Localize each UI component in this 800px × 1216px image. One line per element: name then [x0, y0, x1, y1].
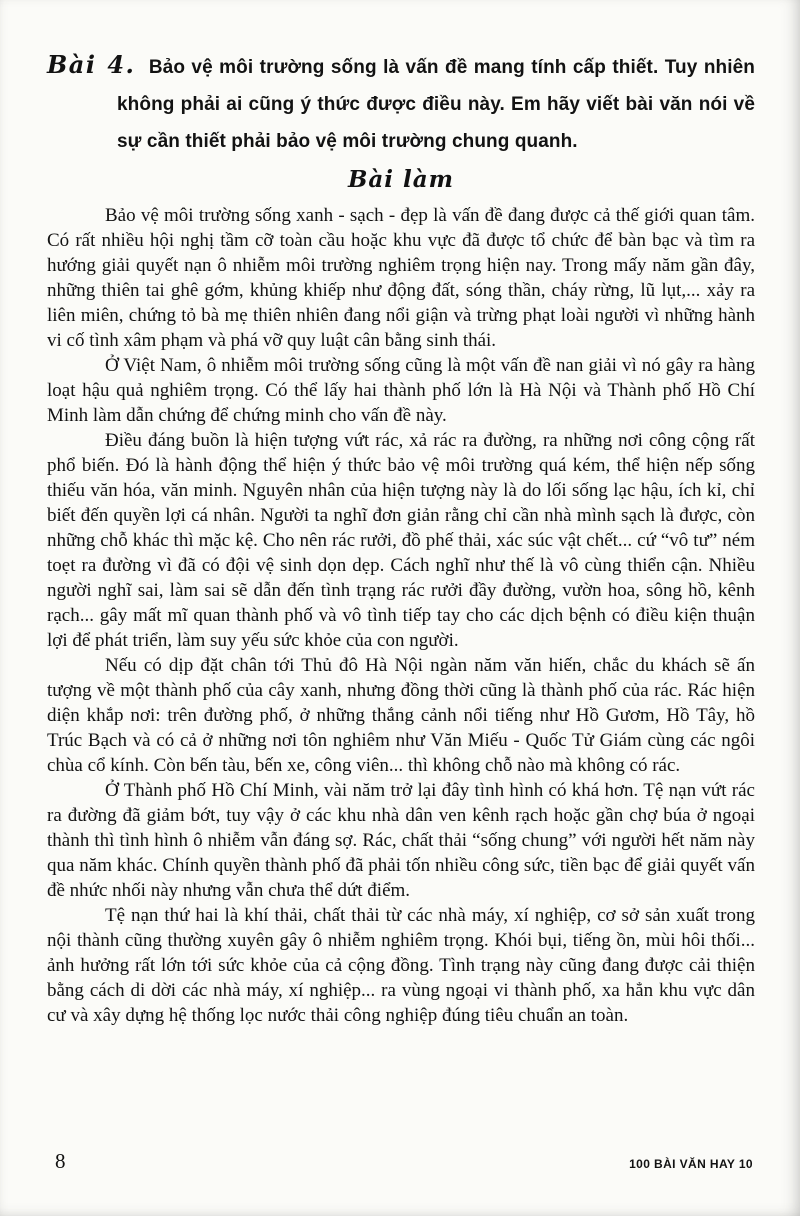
essay-paragraph: Ở Thành phố Hồ Chí Minh, vài năm trở lại đây tình hình có khá hơn. Tệ nạn vứt rác ra đường đã giảm bớt, tuy vậy ở các khu nhà dân ven kênh rạch hoặc gần chợ búa ở ngoại thành thì tình hình ô nhiễm vẫn đáng sợ. Rác, chất thải “sống chung” với người hết năm này qua năm khác. Chính quyền thành phố đã phải tốn nhiều công sức, tiền bạc để giải quyết vấn đề nhức nhối này nhưng vẫn chưa thể dứt điểm.	[47, 780, 755, 901]
exercise-number-label: Bài 4.	[47, 50, 136, 79]
essay-prompt-text: Bảo vệ môi trường sống là vấn đề mang tính cấp thiết. Tuy nhiên không phải ai cũng ý thức được điều này. Em hãy viết bài văn nói về sự cần thiết phải bảo vệ môi trường chung quanh.	[117, 57, 755, 152]
page-footer	[55, 1149, 753, 1174]
essay-paragraph: Tệ nạn thứ hai là khí thải, chất thải từ các nhà máy, xí nghiệp, cơ sở sản xuất trong nội thành cũng thường xuyên gây ô nhiễm nghiêm trọng. Khói bụi, tiếng ồn, mùi hôi thối... ảnh hưởng rất lớn tới sức khỏe của cả cộng đồng. Tình trạng này cũng đang được cải thiện bằng cách di dời các nhà máy, xí nghiệp... ra vùng ngoại vi thành phố, xa hẳn khu vực dân cư và xây dựng hệ thống lọc nước thải công nghiệp đúng tiêu chuẩn an toàn.	[47, 905, 755, 1026]
essay-heading: Bài làm	[347, 166, 455, 193]
page-number: 8	[55, 1149, 66, 1173]
essay-paragraph: Bảo vệ môi trường sống xanh - sạch - đẹp là vấn đề đang được cả thế giới quan tâm. Có rất nhiều hội nghị tầm cỡ toàn cầu hoặc khu vực đã được tổ chức để bàn bạc và tìm ra hướng giải quyết nạn ô nhiễm môi trường nghiêm trọng hiện nay. Trong mấy năm gần đây, những thiên tai ghê gớm, khủng khiếp như động đất, sóng thần, cháy rừng, lũ lụt,... xảy ra liên miên, chứng tỏ bà mẹ thiên nhiên đang nổi giận và trừng phạt loài người vì những hành vi cố tình xâm phạm và phá vỡ quy luật cân bằng sinh thái.	[47, 205, 755, 351]
essay-body	[47, 203, 755, 1028]
essay-prompt	[47, 46, 755, 160]
essay-paragraph: Ở Việt Nam, ô nhiễm môi trường sống cũng là một vấn đề nan giải vì nó gây ra hàng loạt hậu quả nghiêm trọng. Có thể lấy hai thành phố lớn là Hà Nội và Thành phố Hồ Chí Minh làm dẫn chứng để chứng minh cho vấn đề này.	[47, 355, 755, 426]
essay-paragraph: Điều đáng buồn là hiện tượng vứt rác, xả rác ra đường, ra những nơi công cộng rất phổ biến. Đó là hành động thể hiện ý thức bảo vệ môi trường quá kém, thể hiện nếp sống thiếu văn hóa, văn minh. Nguyên nhân của hiện tượng này là do lối sống lạc hậu, ích kỉ, chỉ biết đến quyền lợi cá nhân. Người ta nghĩ đơn giản rằng chỉ cần nhà mình sạch là được, còn những chỗ khác thì mặc kệ. Cho nên rác rưởi, đồ phế thải, xác súc vật chết... cứ “vô tư” ném toẹt ra đường vì đã có đội vệ sinh dọn dẹp. Cách nghĩ như thế là vô cùng thiển cận. Nhiều người nghĩ sai, làm sai sẽ dẫn đến tình trạng rác rưởi đầy đường, vườn hoa, sông hồ, kênh rạch... gây mất mĩ quan thành phố và vô tình tiếp tay cho các dịch bệnh có điều kiện thuận lợi để phát triển, làm suy yếu sức khỏe của con người.	[47, 430, 755, 651]
essay-paragraph: Nếu có dịp đặt chân tới Thủ đô Hà Nội ngàn năm văn hiến, chắc du khách sẽ ấn tượng về một thành phố của cây xanh, nhưng đồng thời cũng là thành phố của rác. Rác hiện diện khắp nơi: trên đường phố, ở những thắng cảnh nổi tiếng như Hồ Gươm, Hồ Tây, hồ Trúc Bạch và có cả ở những nơi tôn nghiêm như Văn Miếu - Quốc Tử Giám cùng các ngôi chùa cổ kính. Còn bến tàu, bến xe, công viên... thì không chỗ nào mà không có rác.	[47, 655, 755, 776]
book-title: 100 BÀI VĂN HAY 10	[629, 1157, 753, 1171]
